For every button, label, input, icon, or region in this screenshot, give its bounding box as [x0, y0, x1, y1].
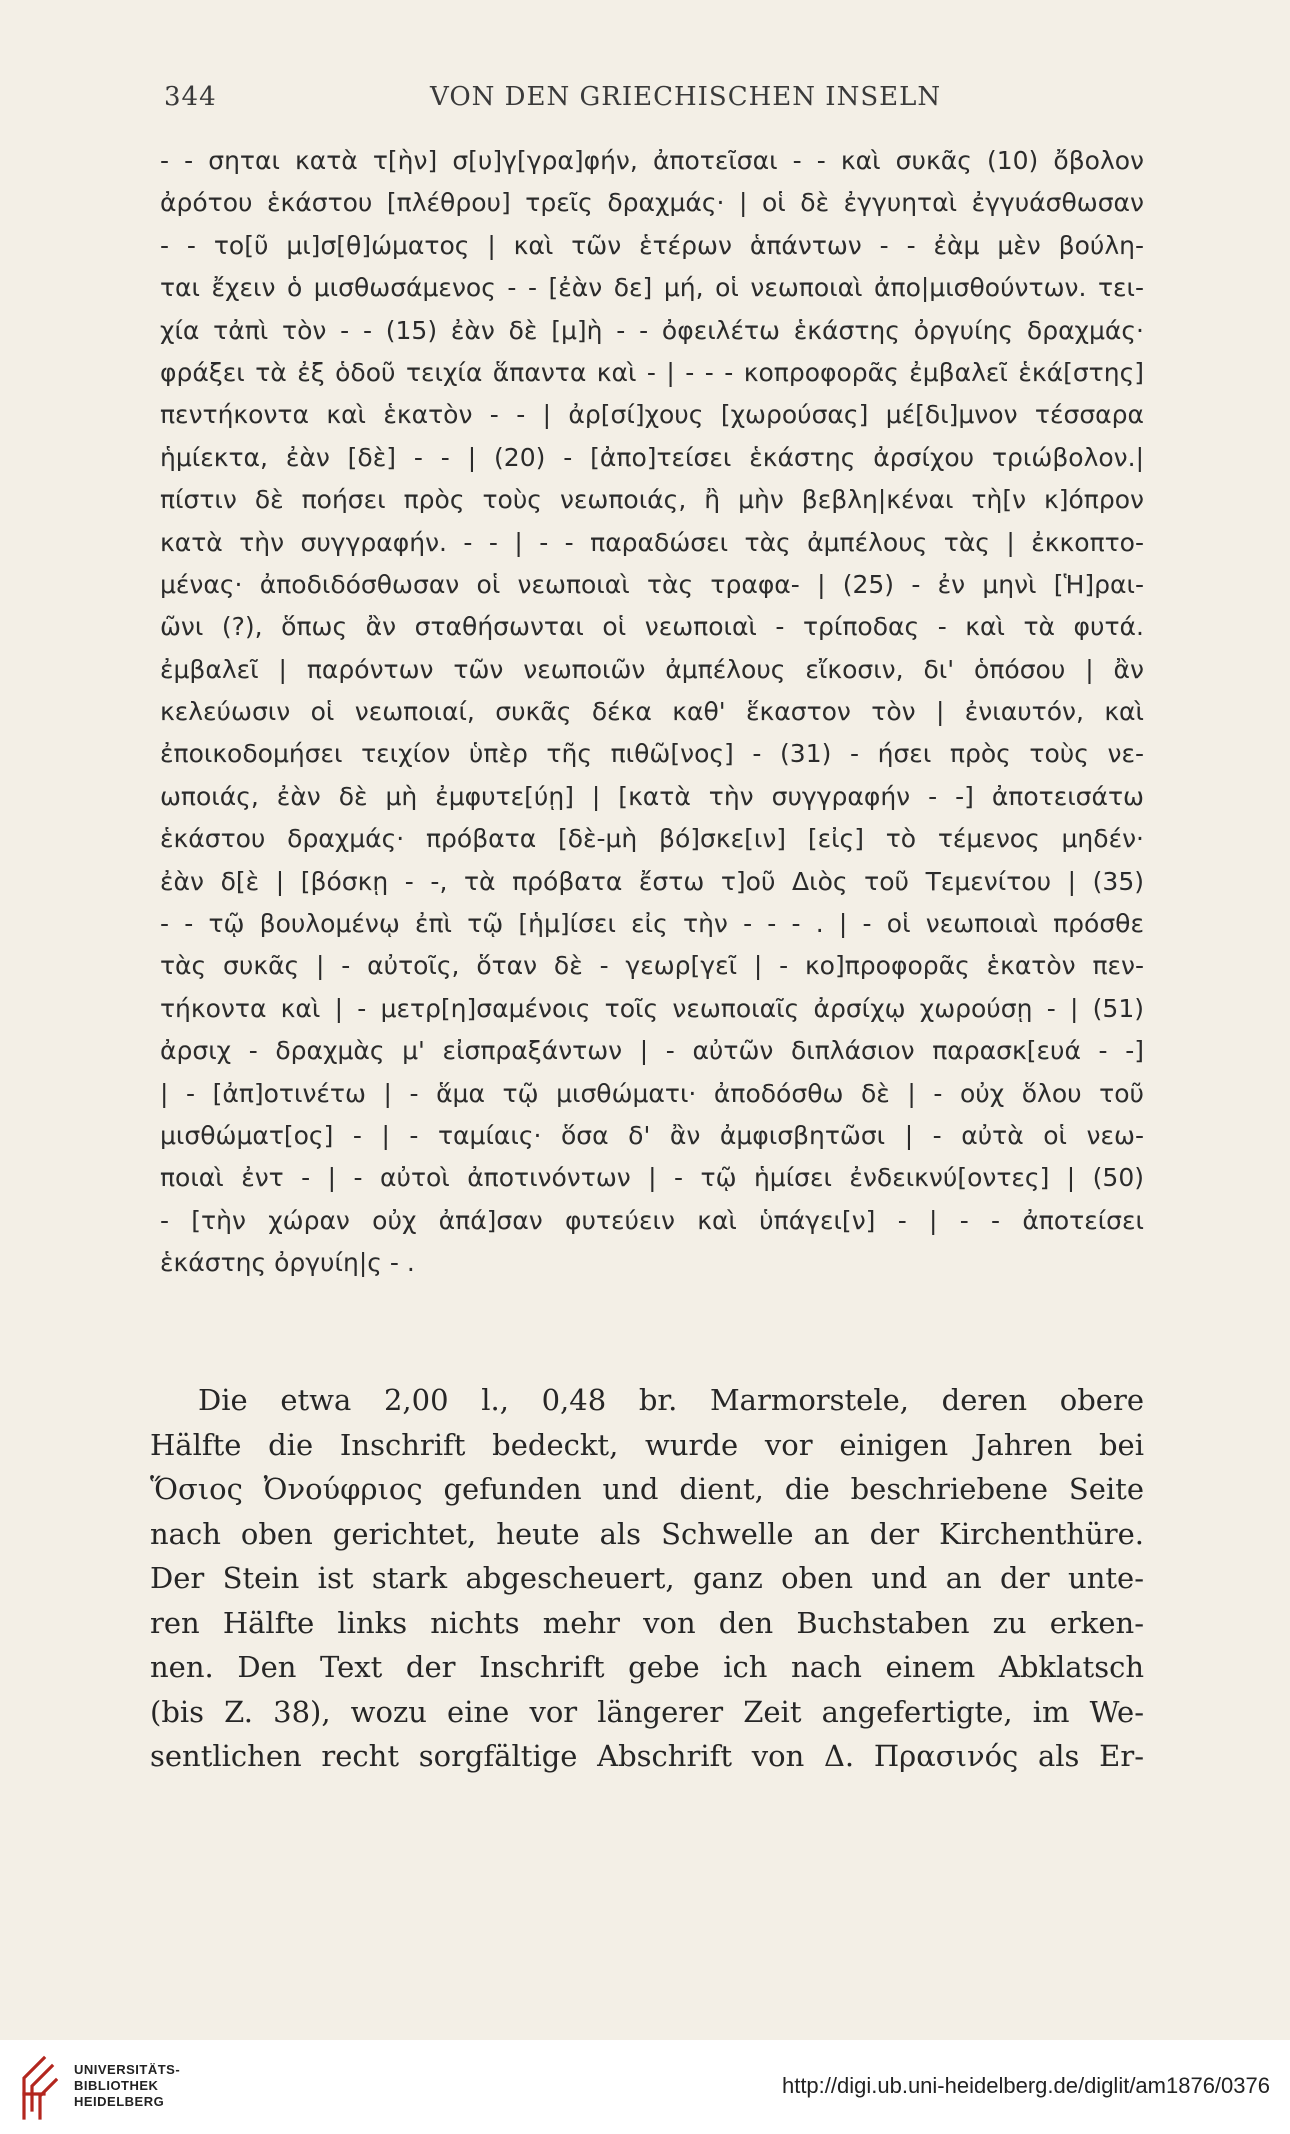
- inscription-line: μισθώματ[ος] - | - ταμίαις· ὅσα δ' ἂν ἀμφισβητῶσι | - αὐτὰ οἱ νεω-: [160, 1120, 1144, 1150]
- library-name: [74, 2062, 180, 2110]
- inscription-line: μένας· ἀποδιδόσθωσαν οἱ νεωποιαὶ τὰς τραφα- | (25) - ἐν μηνὶ [Ἡ]ραι-: [160, 569, 1144, 599]
- inscription-line: τὰς συκᾶς | - αὐτοῖς, ὅταν δὲ - γεωρ[γεῖ | - κο]προφορᾶς ἑκατὸν πεν-: [160, 951, 1144, 981]
- inscription-line: ωποιάς, ἐὰν δὲ μὴ ἐμφυτε[ύῃ] | [κατὰ τὴν συγγραφήν - -] ἀποτεισάτω: [160, 781, 1144, 811]
- commentary-line: Der Stein ist stark abgescheuert, ganz oben und an der unte-: [150, 1561, 1144, 1595]
- inscription-text: [160, 140, 1144, 1285]
- inscription-line: - - σηται κατὰ τ[ὴν] σ[υ]γ[γρα]φήν, ἀποτεῖσαι - - καὶ συκᾶς (10) ὄβολον: [160, 146, 1144, 175]
- inscription-line: πεντήκοντα καὶ ἑκατὸν - - | ἀρ[σί]χους [χωρούσας] μέ[δι]μνον τέσσαρα: [160, 400, 1144, 430]
- running-title: VON DEN GRIECHISCHEN INSELN: [430, 82, 942, 112]
- inscription-line: - - τῷ βουλομένῳ ἐπὶ τῷ [ἡμ]ίσει εἰς τὴν - - - . | - οἱ νεωποιαὶ πρόσθε: [160, 909, 1144, 939]
- inscription-line: ποιαὶ ἐντ - | - αὐτοὶ ἀποτινόντων | - τῷ ἡμίσει ἐνδεικνύ[οντες] | (50): [160, 1163, 1144, 1193]
- library-line: HEIDELBERG: [74, 2094, 165, 2109]
- commentary-line: Hälfte die Inschrift bedeckt, wurde vor einigen Jahren bei: [150, 1427, 1144, 1462]
- commentary-paragraph: [150, 1378, 1144, 1779]
- ub-heidelberg-logo-icon: [14, 2054, 58, 2122]
- inscription-line: ἐὰν δ[ὲ | [βόσκῃ - -, τὰ πρόβατα ἔστω τ]οῦ Διὸς τοῦ Τεμενίτου | (35): [160, 866, 1144, 896]
- inscription-line: - - το[ῦ μι]σ[θ]ώματος | καὶ τῶν ἑτέρων ἁπάντων - - ἐὰμ μὲν βούλη-: [160, 230, 1144, 260]
- commentary-line: nen. Den Text der Inschrift gebe ich nach einem Abklatsch: [150, 1650, 1144, 1684]
- library-line: UNIVERSITÄTS-: [74, 2062, 181, 2077]
- inscription-line: φράξει τὰ ἐξ ὁδοῦ τειχία ἅπαντα καὶ - | - - - κοπροφορᾶς ἐμβαλεῖ ἑκά[στης]: [160, 357, 1144, 387]
- inscription-line: ἑκάστου δραχμάς· πρόβατα [δὲ-μὴ βό]σκε[ιν] [εἰς] τὸ τέμενος μηδέν·: [160, 824, 1144, 854]
- library-line: BIBLIOTHEK: [74, 2078, 159, 2093]
- footer-bar: [0, 2040, 1290, 2134]
- commentary-line: ren Hälfte links nichts mehr von den Buchstaben zu erken-: [150, 1605, 1144, 1640]
- inscription-line: | - [ἀπ]οτινέτω | - ἅμα τῷ μισθώματι· ἀποδόσθω δὲ | - οὐχ ὅλου τοῦ: [160, 1078, 1144, 1108]
- inscription-line: - [τὴν χώραν οὐχ ἀπά]σαν φυτεύειν καὶ ὑπάγει[ν] - | - - ἀποτείσει: [160, 1205, 1144, 1235]
- commentary-line: Die etwa 2,00 l., 0,48 br. Marmorstele, deren obere: [198, 1383, 1144, 1417]
- inscription-line: ἐμβαλεῖ | παρόντων τῶν νεωποιῶν ἀμπέλους εἴκοσιν, δι' ὁπόσου | ἂν: [160, 654, 1144, 684]
- inscription-line: τήκοντα καὶ | - μετρ[η]σαμένοις τοῖς νεωποιαῖς ἀρσίχῳ χωρούσῃ - | (51): [160, 993, 1144, 1023]
- commentary-line: nach oben gerichtet, heute als Schwelle an der Kirchenthüre.: [150, 1516, 1144, 1551]
- inscription-line: ἀρότου ἑκάστου [πλέθρου] τρεῖς δραχμάς· | οἱ δὲ ἐγγυηταὶ ἐγγυάσθωσαν: [160, 188, 1144, 218]
- inscription-line: ἡμίεκτα, ἐὰν [δὲ] - - | (20) - [ἀπο]τείσει ἑκάστης ἀρσίχου τριώβολον.|: [160, 442, 1144, 472]
- inscription-line: ἑκάστης ὀργυίη|ς - .: [160, 1248, 415, 1278]
- source-url-link[interactable]: http://digi.ub.uni-heidelberg.de/diglit/am1876/0376: [781, 2073, 1270, 2098]
- page-number: 344: [164, 82, 217, 112]
- inscription-line: κελεύωσιν οἱ νεωποιαί, συκᾶς δέκα καθ' ἕκαστον τὸν | ἐνιαυτόν, καὶ: [160, 697, 1144, 727]
- commentary-line: sentlichen recht sorgfältige Abschrift von Δ. Πρασινός als Er-: [150, 1739, 1144, 1773]
- inscription-line: κατὰ τὴν συγγραφήν. - - | - - παραδώσει τὰς ἀμπέλους τὰς | ἐκκοπτο-: [160, 527, 1144, 557]
- inscription-line: ῶνι (?), ὅπως ἂν σταθήσωνται οἱ νεωποιαὶ - τρίποδας - καὶ τὰ φυτά.: [160, 612, 1144, 642]
- inscription-line: χία τἀπὶ τὸν - - (15) ἐὰν δὲ [μ]ὴ - - ὀφειλέτω ἑκάστης ὀργυίης δραχμάς·: [160, 315, 1144, 345]
- inscription-line: ἀρσιχ - δραχμὰς μ' εἰσπραξάντων | - αὐτῶν διπλάσιον παρασκ[ευά - -]: [160, 1036, 1144, 1066]
- inscription-line: ται ἔχειν ὁ μισθωσάμενος - - [ἐὰν δε] μή, οἱ νεωποιαὶ ἀπο|μισθούντων. τει-: [160, 273, 1144, 303]
- inscription-line: ἐποικοδομήσει τειχίον ὑπὲρ τῆς πιθῶ[νος] - (31) - ήσει πρὸς τοὺς νε-: [160, 739, 1144, 769]
- inscription-line: πίστιν δὲ ποήσει πρὸς τοὺς νεωποιάς, ἢ μὴν βεβλη|κέναι τὴ[ν κ]όπρον: [160, 485, 1144, 515]
- commentary-line: Ὅσιος Ὀνούφριος gefunden und dient, die beschriebene Seite: [150, 1472, 1144, 1506]
- commentary-line: (bis Z. 38), wozu eine vor längerer Zeit angefertigte, im We-: [150, 1694, 1144, 1729]
- running-head: [160, 82, 1140, 122]
